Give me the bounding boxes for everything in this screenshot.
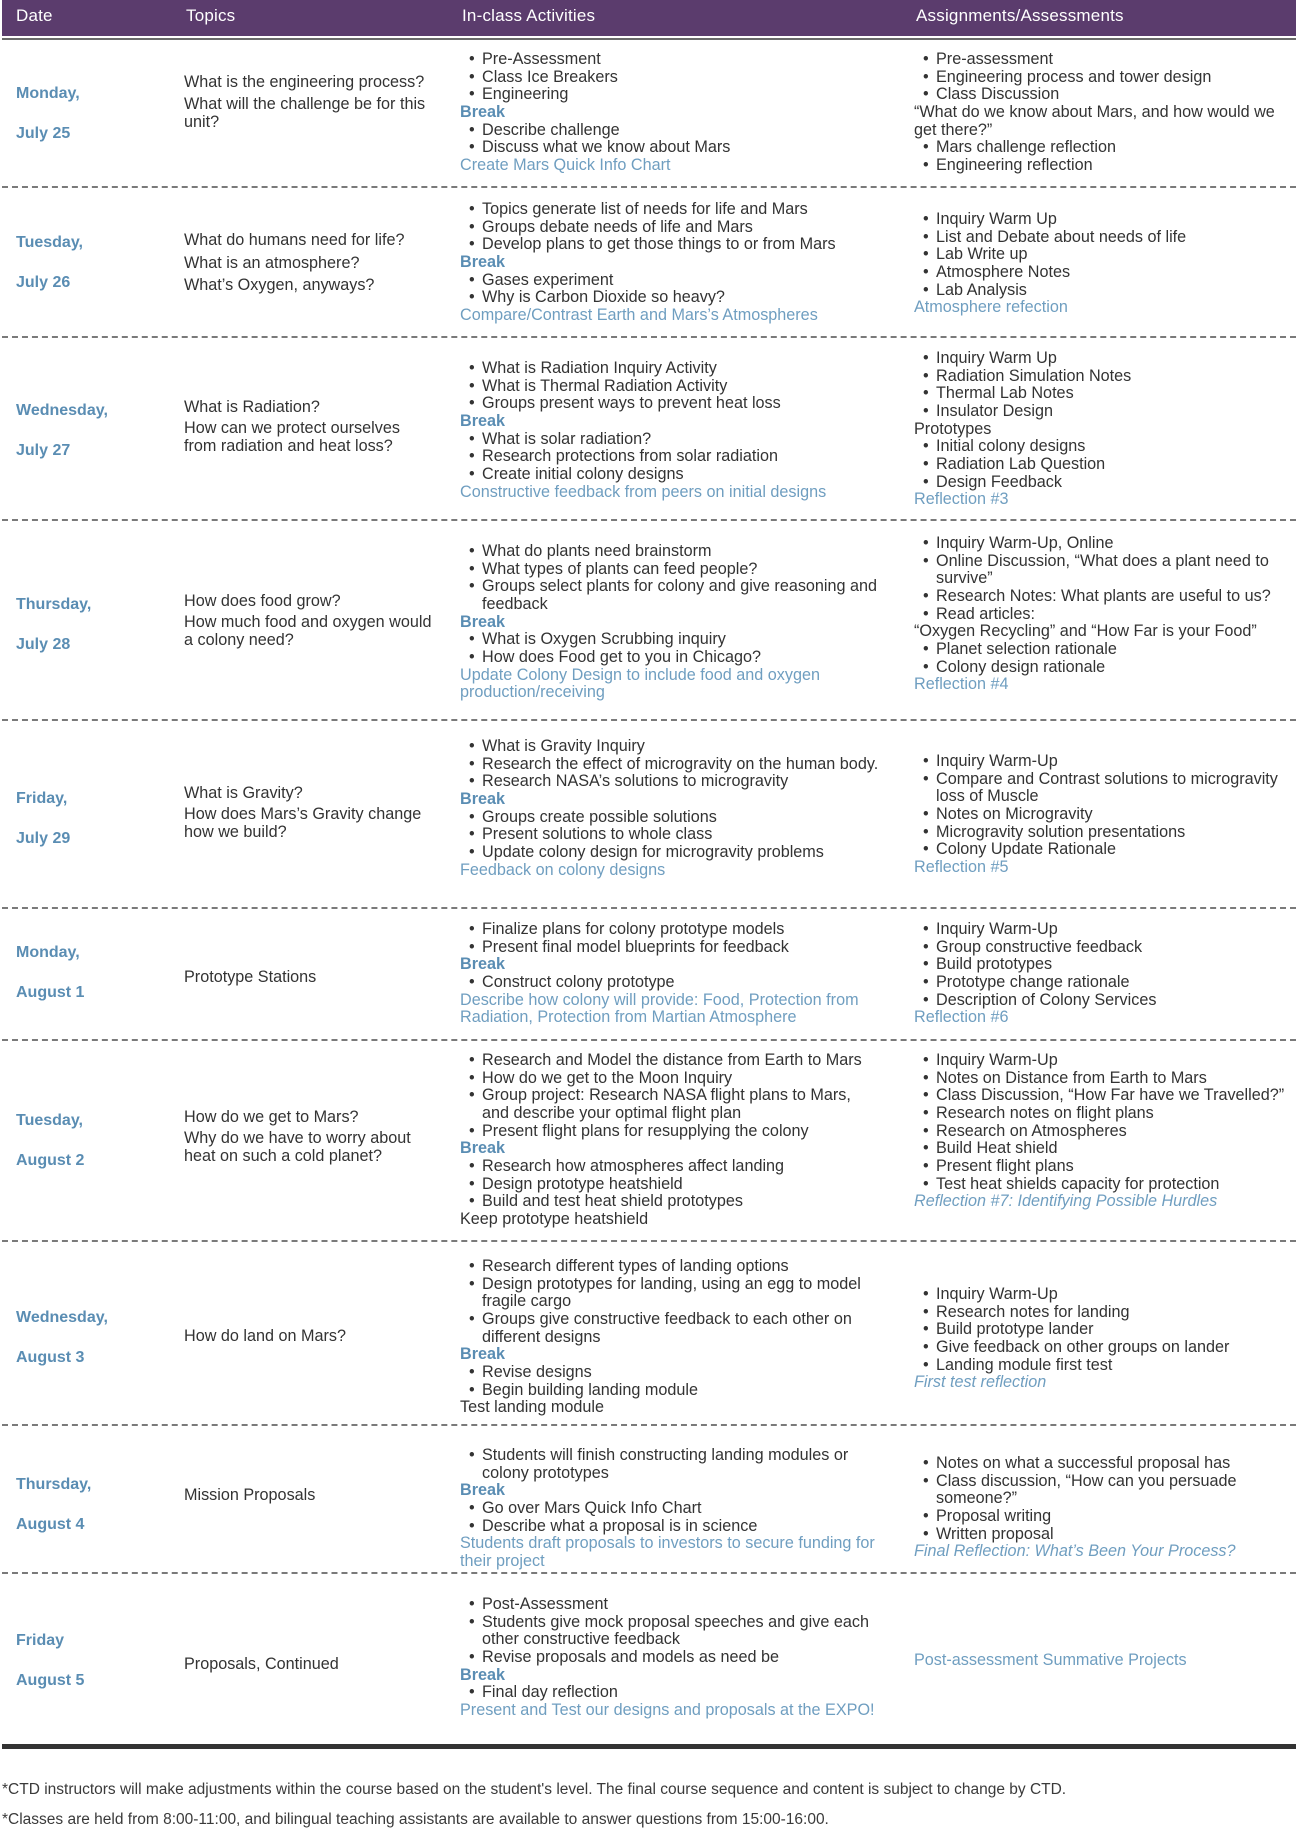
topics-cell bbox=[184, 1653, 434, 1676]
activity-item: Present and Test our designs and proposals at the EXPO! bbox=[460, 1700, 875, 1719]
assignment-item: “What do we know about Mars, and how would we get there?” bbox=[914, 102, 1275, 139]
assignment-item: Reflection #6 bbox=[914, 1008, 1009, 1027]
break-label: Break bbox=[460, 252, 505, 271]
assignment-item: • Planet selection rationale bbox=[914, 641, 1289, 659]
assignment-item: • Radiation Simulation Notes bbox=[914, 368, 1289, 386]
assignment-item: • Inquiry Warm-Up, Online bbox=[914, 535, 1289, 553]
assignment-item: • Design Feedback bbox=[914, 474, 1289, 492]
assignment-item: • Atmosphere Notes bbox=[914, 264, 1289, 282]
activity-item: • Update colony design for microgravity problems bbox=[460, 844, 880, 862]
row-separator bbox=[2, 336, 1296, 338]
assignment-item: • Test heat shields capacity for protection bbox=[914, 1176, 1289, 1194]
day-label: Tuesday, bbox=[16, 234, 83, 251]
activity-item: • Research NASA’s solutions to microgravity bbox=[460, 773, 880, 791]
date-cell bbox=[16, 1631, 166, 1691]
activities-list bbox=[460, 51, 880, 175]
assignment-item: • Research on Atmospheres bbox=[914, 1123, 1289, 1141]
activity-item: • Develop plans to get those things to or from Mars bbox=[460, 236, 880, 254]
activity-item: • Present flight plans for resupplying the colony bbox=[460, 1123, 880, 1141]
activity-item: Students draft proposals to investors to secure funding for their project bbox=[460, 1534, 875, 1570]
activities-list bbox=[460, 1447, 880, 1571]
assignments-list bbox=[914, 1052, 1289, 1211]
activity-item: Constructive feedback from peers on initial designs bbox=[460, 482, 827, 501]
assignment-item: • Landing module first test bbox=[914, 1357, 1289, 1375]
activity-item: • Research how atmospheres affect landing bbox=[460, 1158, 880, 1176]
topic-question: How do we get to Mars? bbox=[184, 1108, 359, 1126]
assignments-list bbox=[914, 753, 1289, 877]
assignment-item: • Class discussion, “How can you persuade someone?” bbox=[914, 1473, 1289, 1508]
assignments-list bbox=[914, 535, 1289, 694]
assignments-list bbox=[914, 51, 1289, 175]
day-label: Monday, bbox=[16, 944, 80, 961]
topics-cell bbox=[184, 396, 434, 459]
activity-item: • Construct colony prototype bbox=[460, 974, 880, 992]
assignment-item: • Inquiry Warm Up bbox=[914, 350, 1289, 368]
activities-list bbox=[460, 543, 880, 702]
assignment-item: • Engineering process and tower design bbox=[914, 69, 1289, 87]
activities-list bbox=[460, 1596, 880, 1720]
topic-question: What will the challenge be for this unit? bbox=[184, 95, 426, 131]
assignment-item: • Mars challenge reflection bbox=[914, 139, 1289, 157]
topics-cell bbox=[184, 1106, 434, 1169]
assignment-item: • Class Discussion bbox=[914, 86, 1289, 104]
day-label: Thursday, bbox=[16, 1476, 92, 1493]
assignment-item: First test reflection bbox=[914, 1373, 1047, 1392]
activity-item: • Revise designs bbox=[460, 1364, 880, 1382]
date-cell bbox=[16, 943, 166, 1003]
activities-list bbox=[460, 360, 880, 501]
date-label: July 26 bbox=[16, 274, 71, 291]
date-label: August 3 bbox=[16, 1349, 85, 1366]
break-label: Break bbox=[460, 1665, 505, 1684]
topics-cell bbox=[184, 1325, 434, 1348]
activity-item: • Group project: Research NASA flight plans to Mars, and describe your optimal flight plan bbox=[460, 1087, 880, 1122]
activity-item: • How do we get to the Moon Inquiry bbox=[460, 1070, 880, 1088]
topic-question: Why do we have to worry about heat on such a cold planet? bbox=[184, 1128, 411, 1165]
activity-item: • Create initial colony designs bbox=[460, 466, 880, 484]
assignment-item: • Group constructive feedback bbox=[914, 939, 1289, 957]
assignment-item: • Written proposal bbox=[914, 1526, 1289, 1544]
activity-item: • Groups give constructive feedback to each other on different designs bbox=[460, 1311, 880, 1346]
row-separator bbox=[2, 1039, 1296, 1041]
activity-item: • Build and test heat shield prototypes bbox=[460, 1193, 880, 1211]
activity-item: • Discuss what we know about Mars bbox=[460, 139, 880, 157]
break-label: Break bbox=[460, 789, 505, 808]
assignment-item: • Inquiry Warm Up bbox=[914, 211, 1289, 229]
activity-item: • Present solutions to whole class bbox=[460, 826, 880, 844]
topic-question: How does Mars’s Gravity change how we build? bbox=[184, 804, 422, 841]
activity-item: Test landing module bbox=[460, 1398, 604, 1417]
activities-list bbox=[460, 738, 880, 879]
activity-item: Update Colony Design to include food and oxygen production/receiving bbox=[460, 665, 820, 702]
date-cell bbox=[16, 233, 166, 293]
footnote-adjustments: *CTD instructors will make adjustments within the course based on the student's level. The final course sequence and content is subject to change by CTD. bbox=[2, 1781, 1067, 1798]
header-assignments: Assignments/Assessments bbox=[916, 6, 1124, 25]
topics-cell bbox=[184, 229, 434, 297]
day-label: Wednesday, bbox=[16, 402, 108, 419]
activity-item: • What types of plants can feed people? bbox=[460, 561, 880, 579]
activity-item: Create Mars Quick Info Chart bbox=[460, 155, 671, 174]
activity-item: • What is Oxygen Scrubbing inquiry bbox=[460, 631, 880, 649]
header-topics: Topics bbox=[186, 6, 236, 25]
topics-cell bbox=[184, 73, 434, 135]
activity-item: Describe how colony will provide: Food, Protection from Radiation, Protection from Martian Atmosphere bbox=[460, 990, 859, 1027]
date-cell bbox=[16, 1111, 166, 1171]
assignment-item: “Oxygen Recycling” and “How Far is your Food” bbox=[914, 622, 1257, 641]
activity-item: • Research protections from solar radiation bbox=[460, 448, 880, 466]
day-label: Wednesday, bbox=[16, 1309, 108, 1326]
assignment-item: Reflection #4 bbox=[914, 675, 1009, 694]
day-label: Friday, bbox=[16, 790, 68, 807]
assignments-list bbox=[914, 1455, 1289, 1561]
date-label: July 27 bbox=[16, 442, 71, 459]
assignment-item: • Insulator Design bbox=[914, 403, 1289, 421]
break-label: Break bbox=[460, 102, 505, 121]
topic-question: Prototype Stations bbox=[184, 968, 317, 986]
assignment-item: • Proposal writing bbox=[914, 1508, 1289, 1526]
assignment-item: • Online Discussion, “What does a plant need to survive” bbox=[914, 553, 1289, 588]
date-label: July 29 bbox=[16, 830, 71, 847]
assignment-item: Prototypes bbox=[914, 419, 992, 438]
assignment-item: • Class Discussion, “How Far have we Travelled?” bbox=[914, 1087, 1289, 1105]
day-label: Tuesday, bbox=[16, 1112, 83, 1129]
assignment-item: • List and Debate about needs of life bbox=[914, 229, 1289, 247]
assignment-item: • Colony Update Rationale bbox=[914, 841, 1289, 859]
activity-item: • Revise proposals and models as need be bbox=[460, 1649, 880, 1667]
assignment-item: Post-assessment Summative Projects bbox=[914, 1651, 1187, 1669]
assignment-item: Final Reflection: What’s Been Your Process? bbox=[914, 1542, 1236, 1561]
activity-item: • Students give mock proposal speeches and give each other constructive feedback bbox=[460, 1614, 880, 1649]
day-label: Thursday, bbox=[16, 596, 92, 613]
date-cell bbox=[16, 84, 166, 144]
assignments-list bbox=[914, 1286, 1289, 1392]
date-label: August 2 bbox=[16, 1152, 85, 1169]
assignment-item: • Give feedback on other groups on lander bbox=[914, 1339, 1289, 1357]
assignment-item: • Research Notes: What plants are useful to us? bbox=[914, 588, 1289, 606]
row-separator bbox=[2, 719, 1296, 721]
assignment-item: • Build prototypes bbox=[914, 956, 1289, 974]
break-label: Break bbox=[460, 612, 505, 631]
assignment-item: • Present flight plans bbox=[914, 1158, 1289, 1176]
date-label: August 5 bbox=[16, 1672, 85, 1689]
activity-item: • What is Radiation Inquiry Activity bbox=[460, 360, 880, 378]
topic-question: Proposals, Continued bbox=[184, 1655, 339, 1673]
topic-question: How do land on Mars? bbox=[184, 1327, 346, 1345]
assignments-list bbox=[914, 211, 1289, 317]
assignment-item: • Compare and Contrast solutions to microgravity loss of Muscle bbox=[914, 771, 1289, 806]
topic-question: How does food grow? bbox=[184, 592, 341, 610]
activity-item: Feedback on colony designs bbox=[460, 860, 666, 879]
topic-question: What is Radiation? bbox=[184, 398, 320, 416]
activity-item: • Finalize plans for colony prototype models bbox=[460, 921, 880, 939]
assignment-item: • Description of Colony Services bbox=[914, 992, 1289, 1010]
activity-item: • Class Ice Breakers bbox=[460, 69, 880, 87]
assignment-item: • Pre-assessment bbox=[914, 51, 1289, 69]
assignment-item: • Prototype change rationale bbox=[914, 974, 1289, 992]
row-separator bbox=[2, 1424, 1296, 1426]
activity-item: • Final day reflection bbox=[460, 1684, 880, 1702]
topic-question: What is the engineering process? bbox=[184, 73, 425, 91]
assignment-item: • Inquiry Warm-Up bbox=[914, 921, 1289, 939]
topics-cell bbox=[184, 782, 434, 845]
assignment-item: • Notes on Microgravity bbox=[914, 806, 1289, 824]
activity-item: • Groups debate needs of life and Mars bbox=[460, 219, 880, 237]
assignments-list bbox=[914, 1652, 1289, 1670]
activity-item: • What is solar radiation? bbox=[460, 431, 880, 449]
table-bottom-rule bbox=[2, 1744, 1296, 1749]
topic-question: What is an atmosphere? bbox=[184, 253, 360, 272]
activity-item: Keep prototype heatshield bbox=[460, 1209, 649, 1228]
assignment-item: • Inquiry Warm-Up bbox=[914, 753, 1289, 771]
topic-question: How can we protect ourselves from radiation and heat loss? bbox=[184, 418, 400, 455]
activity-item: • Design prototype heatshield bbox=[460, 1176, 880, 1194]
date-cell bbox=[16, 595, 166, 655]
row-separator bbox=[2, 38, 1296, 40]
assignment-item: • Notes on what a successful proposal has bbox=[914, 1455, 1289, 1473]
topics-cell bbox=[184, 1484, 434, 1507]
activity-item: • Engineering bbox=[460, 86, 880, 104]
assignment-item: • Initial colony designs bbox=[914, 438, 1289, 456]
break-label: Break bbox=[460, 1481, 505, 1500]
date-label: August 1 bbox=[16, 984, 85, 1001]
date-cell bbox=[16, 1308, 166, 1368]
activity-item: • Students will finish constructing landing modules or colony prototypes bbox=[460, 1447, 880, 1482]
activity-item: • Research and Model the distance from Earth to Mars bbox=[460, 1052, 880, 1070]
activities-list bbox=[460, 1052, 880, 1229]
row-separator bbox=[2, 519, 1296, 521]
row-separator bbox=[2, 186, 1296, 188]
activity-item: • Groups present ways to prevent heat loss bbox=[460, 395, 880, 413]
date-cell bbox=[16, 1475, 166, 1535]
activity-item: • Describe what a proposal is in science bbox=[460, 1518, 880, 1536]
assignment-item: Reflection #3 bbox=[914, 490, 1009, 509]
activity-item: • What is Gravity Inquiry bbox=[460, 738, 880, 756]
activity-item: • Begin building landing module bbox=[460, 1382, 880, 1400]
activity-item: • Topics generate list of needs for life and Mars bbox=[460, 201, 880, 219]
assignment-item: • Inquiry Warm-Up bbox=[914, 1286, 1289, 1304]
topic-question: What is Gravity? bbox=[184, 784, 303, 802]
assignment-item: • Lab Analysis bbox=[914, 282, 1289, 300]
activity-item: • Describe challenge bbox=[460, 122, 880, 140]
activity-item: • Groups select plants for colony and give reasoning and feedback bbox=[460, 578, 880, 613]
topic-question: What do humans need for life? bbox=[184, 231, 405, 249]
assignment-item: Reflection #5 bbox=[914, 857, 1009, 876]
activity-item: • What is Thermal Radiation Activity bbox=[460, 378, 880, 396]
footnote-hours: *Classes are held from 8:00-11:00, and bilingual teaching assistants are available to answer questions from 15:00-16:00. bbox=[2, 1811, 829, 1828]
break-label: Break bbox=[460, 1139, 505, 1158]
break-label: Break bbox=[460, 955, 505, 974]
activity-item: • Pre-Assessment bbox=[460, 51, 880, 69]
activities-list bbox=[460, 921, 880, 1027]
date-cell bbox=[16, 401, 166, 461]
header-date: Date bbox=[16, 6, 53, 25]
activity-item: • Research different types of landing options bbox=[460, 1258, 880, 1276]
row-separator bbox=[2, 1240, 1296, 1242]
activity-item: • How does Food get to you in Chicago? bbox=[460, 649, 880, 667]
assignment-item: • Build Heat shield bbox=[914, 1140, 1289, 1158]
table-header bbox=[2, 0, 1296, 36]
topic-question: What’s Oxygen, anyways? bbox=[184, 276, 375, 294]
activity-item: • What do plants need brainstorm bbox=[460, 543, 880, 561]
date-cell bbox=[16, 789, 166, 849]
assignment-item: • Thermal Lab Notes bbox=[914, 385, 1289, 403]
assignment-item: • Read articles: bbox=[914, 606, 1289, 624]
break-label: Break bbox=[460, 411, 505, 430]
assignment-item: • Research notes on flight plans bbox=[914, 1105, 1289, 1123]
assignment-item: • Engineering reflection bbox=[914, 157, 1289, 175]
date-label: July 25 bbox=[16, 125, 71, 142]
activity-item: • Gases experiment bbox=[460, 272, 880, 290]
day-label: Monday, bbox=[16, 85, 80, 102]
header-activities: In-class Activities bbox=[462, 6, 596, 25]
activity-item: • Groups create possible solutions bbox=[460, 809, 880, 827]
activity-item: • Present final model blueprints for feedback bbox=[460, 939, 880, 957]
assignments-list bbox=[914, 350, 1289, 509]
assignment-item: • Radiation Lab Question bbox=[914, 456, 1289, 474]
topics-cell bbox=[184, 966, 434, 989]
assignments-list bbox=[914, 921, 1289, 1027]
activities-list bbox=[460, 201, 880, 325]
date-label: August 4 bbox=[16, 1516, 85, 1533]
day-label: Friday bbox=[16, 1632, 65, 1649]
activities-list bbox=[460, 1258, 880, 1417]
activity-item: • Research the effect of microgravity on the human body. bbox=[460, 756, 880, 774]
assignment-item: • Colony design rationale bbox=[914, 659, 1289, 677]
activity-item: • Design prototypes for landing, using an egg to model fragile cargo bbox=[460, 1276, 880, 1311]
assignment-item: • Build prototype lander bbox=[914, 1321, 1289, 1339]
break-label: Break bbox=[460, 1345, 505, 1364]
assignment-item: • Lab Write up bbox=[914, 246, 1289, 264]
assignment-item: Atmosphere refection bbox=[914, 298, 1068, 317]
topics-cell bbox=[184, 590, 434, 653]
row-separator bbox=[2, 907, 1296, 909]
assignment-item: Reflection #7: Identifying Possible Hurdles bbox=[914, 1192, 1218, 1211]
topic-question: How much food and oxygen would a colony need? bbox=[184, 612, 432, 649]
assignment-item: • Research notes for landing bbox=[914, 1304, 1289, 1322]
topic-question: Mission Proposals bbox=[184, 1486, 316, 1504]
assignment-item: • Microgravity solution presentations bbox=[914, 824, 1289, 842]
activity-item: • Post-Assessment bbox=[460, 1596, 880, 1614]
activity-item: • Why is Carbon Dioxide so heavy? bbox=[460, 289, 880, 307]
activity-item: • Go over Mars Quick Info Chart bbox=[460, 1500, 880, 1518]
assignment-item: • Notes on Distance from Earth to Mars bbox=[914, 1070, 1289, 1088]
activity-item: Compare/Contrast Earth and Mars’s Atmospheres bbox=[460, 305, 818, 324]
assignment-item: • Inquiry Warm-Up bbox=[914, 1052, 1289, 1070]
row-separator bbox=[2, 1572, 1296, 1574]
date-label: July 28 bbox=[16, 636, 71, 653]
